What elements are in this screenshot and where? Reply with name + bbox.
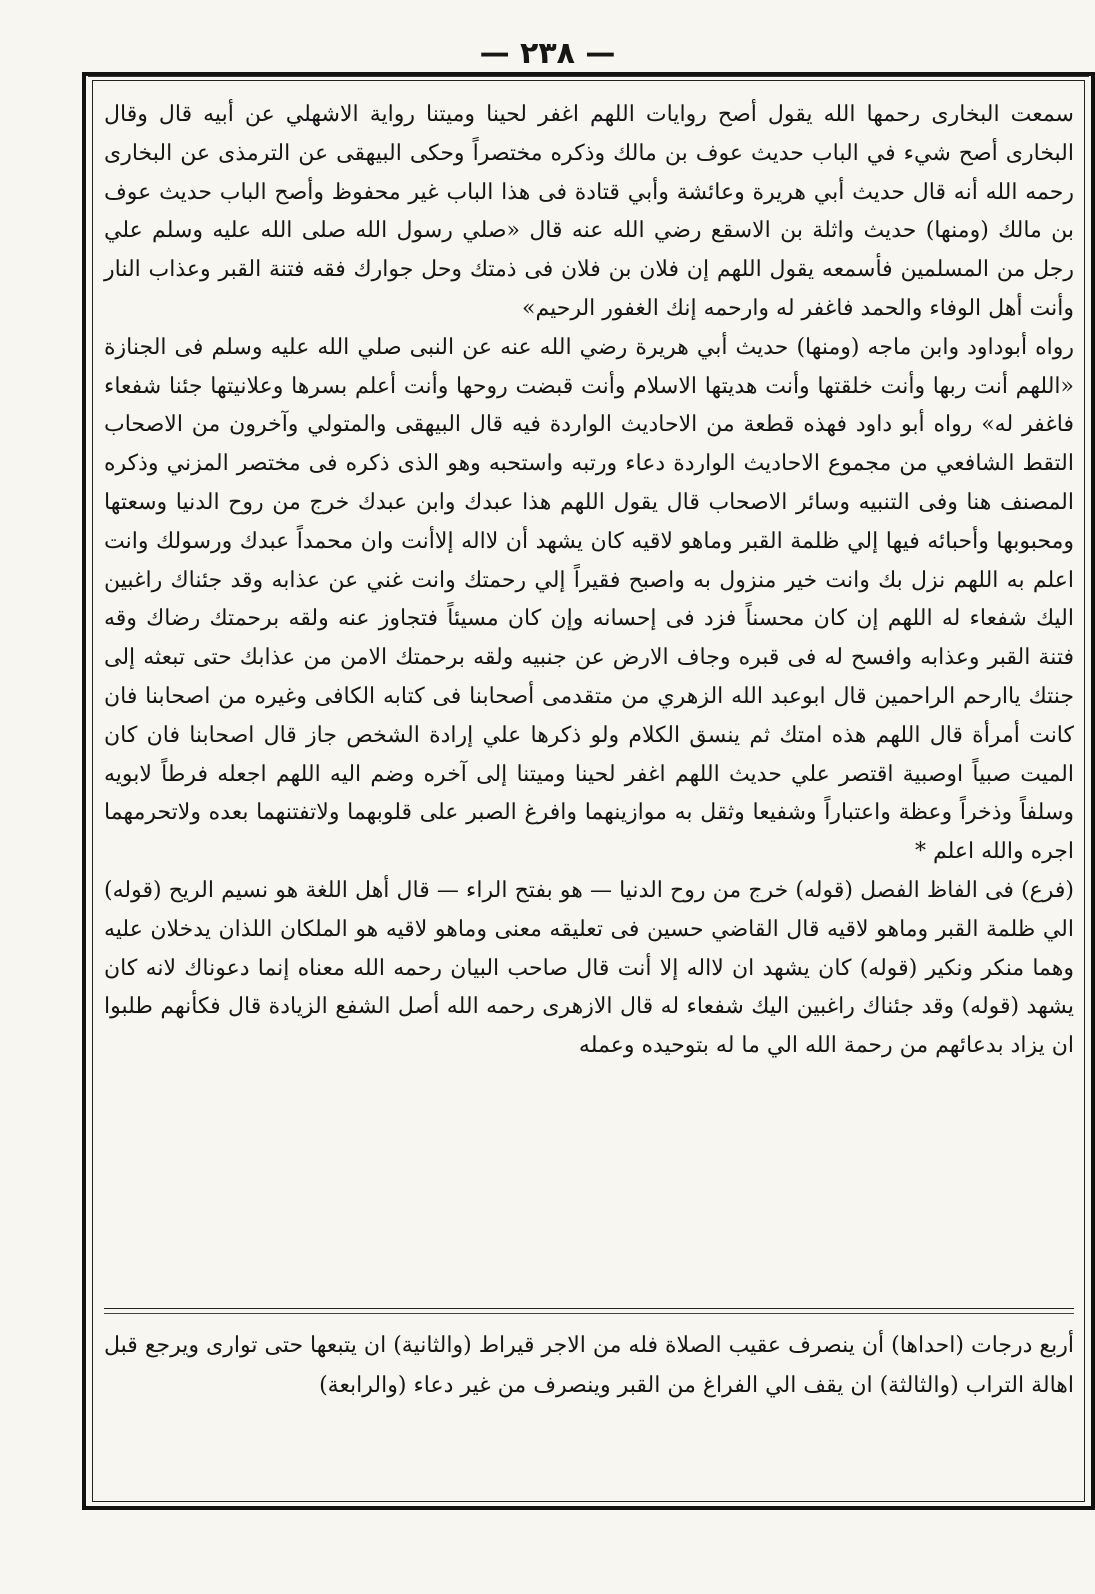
footnote-paragraph: أربع درجات (احداها) أن ينصرف عقيب الصلاة فله من الاجر قيراط (والثانية) ان يتبعها حتی تواری ويرجع قبل اهالة التراب (والثالثة) ان يقف الي الفراغ من القبر وينصرف من غير دعاء (والرابعة) [104,1333,1074,1398]
paragraph-2: رواه أبوداود وابن ماجه (ومنها) حديث أبي هريرة رضي الله عنه عن النبی صلي الله عليه وسلم فی الجنازة «اللهم أنت ربها وأنت خلقتها وأنت هديتها الاسلام وأنت قبضت روحها وأنت أعلم بسرها وعلانيتها جئنا شفعاء فاغفر له» رواه أبو داود فهذه قطعة من الاحاديث الواردة فيه قال البيهقی والمتولي وآخرون من الاصحاب التقط الشافعي من مجموع الاحاديث الواردة دعاء ورتبه واستحبه وهو الذی ذكره فی مختصر المزني وذكره المصنف هنا وفی التنبيه وسائر الاصحاب قال يقول اللهم هذا عبدك وابن عبدك خرج من روح الدنيا وسعتها ومحبوبها وأحبائه فيها إلي ظلمة القبر وماهو لاقيه كان يشهد أن لااله إلاأنت وان محمداً عبدك ورسولك وانت اعلم به اللهم نزل بك وانت خير منزول به واصبح فقيراً إلي رحمتك وانت غني عن عذابه وقد جئناك راغبين اليك شفعاء له اللهم إن كان محسناً فزد فی إحسانه وإن كان مسيئاً فتجاوز عنه ولقه برحمتك رضاك وقه فتنة القبر وعذابه وافسح له فی قبره وجاف الارض عن جنبيه ولقه برحمتك الامن من عذابك حتی تبعثه إلی جنتك ياارحم الراحمين قال ابوعبد الله الزهري من متقدمی أصحابنا فی كتابه الكافی وغيره من اصحابنا فان كانت أمرأة قال اللهم هذه امتك ثم ينسق الكلام ولو ذكرها علي إرادة الشخص جاز قال اصحابنا فان كان الميت صبياً اوصبية اقتصر علي حديث اللهم اغفر لحينا وميتنا إلی آخره وضم اليه اللهم اجعله فرطاً لابويه وسلفاً وذخراً وعظة واعتباراً وشفيعا وثقل به موازينهما وافرغ الصبر علی قلوبهما ولاتفتنهما بعده ولاتحرمهما اجره والله اعلم * [104,334,1074,865]
footnote-divider-secondary [104,1313,1074,1314]
main-text [104,96,1074,1066]
paragraph-3: (فرع) فی الفاظ الفصل (قوله) خرج من روح الدنيا — هو بفتح الراء — قال أهل اللغة هو نسيم الريح (قوله) الي ظلمة القبر وماهو لاقيه قال القاضي حسين فی تعليقه معنی وماهو لاقيه هو الملكان اللذان يدخلان عليه وهما منكر ونكير (قوله) كان يشهد ان لااله إلا أنت قال صاحب البيان رحمه الله معناه إنما دعوناك لانه كان يشهد (قوله) وقد جئناك راغبين اليك شفعاء له قال الازهری رحمه الله أصل الشفع الزيادة قال فكأنهم طلبوا ان يزاد بدعائهم من رحمة الله الي ما له بتوحيده وعمله [104,877,1074,1059]
footnote-text [104,1326,1074,1406]
paragraph-1: سمعت البخاری رحمها الله يقول أصح روايات اللهم اغفر لحينا وميتنا رواية الاشهلي عن أبيه قال وقال البخاری أصح شيء في الباب حديث عوف بن مالك وذكره مختصراً وحكى البيهقی عن الترمذی عن البخاری رحمه الله أنه قال حديث أبي هريرة وعائشة وأبي قتادة فی هذا الباب غير محفوظ وأصح الباب حديث عوف بن مالك (ومنها) حديث واثلة بن الاسقع رضي الله عنه قال «صلي رسول الله صلى الله عليه وسلم علي رجل من المسلمين فأسمعه يقول اللهم إن فلان بن فلان فی ذمتك وحل جوارك فقه فتنة القبر وعذاب النار وأنت أهل الوفاء والحمد فاغفر له وارحمه إنك الغفور الرحيم» [104,102,1074,321]
footnote-divider [104,1308,1074,1309]
page-number: — ٢٣٨ — [479,36,616,71]
top-rule [88,76,1089,77]
